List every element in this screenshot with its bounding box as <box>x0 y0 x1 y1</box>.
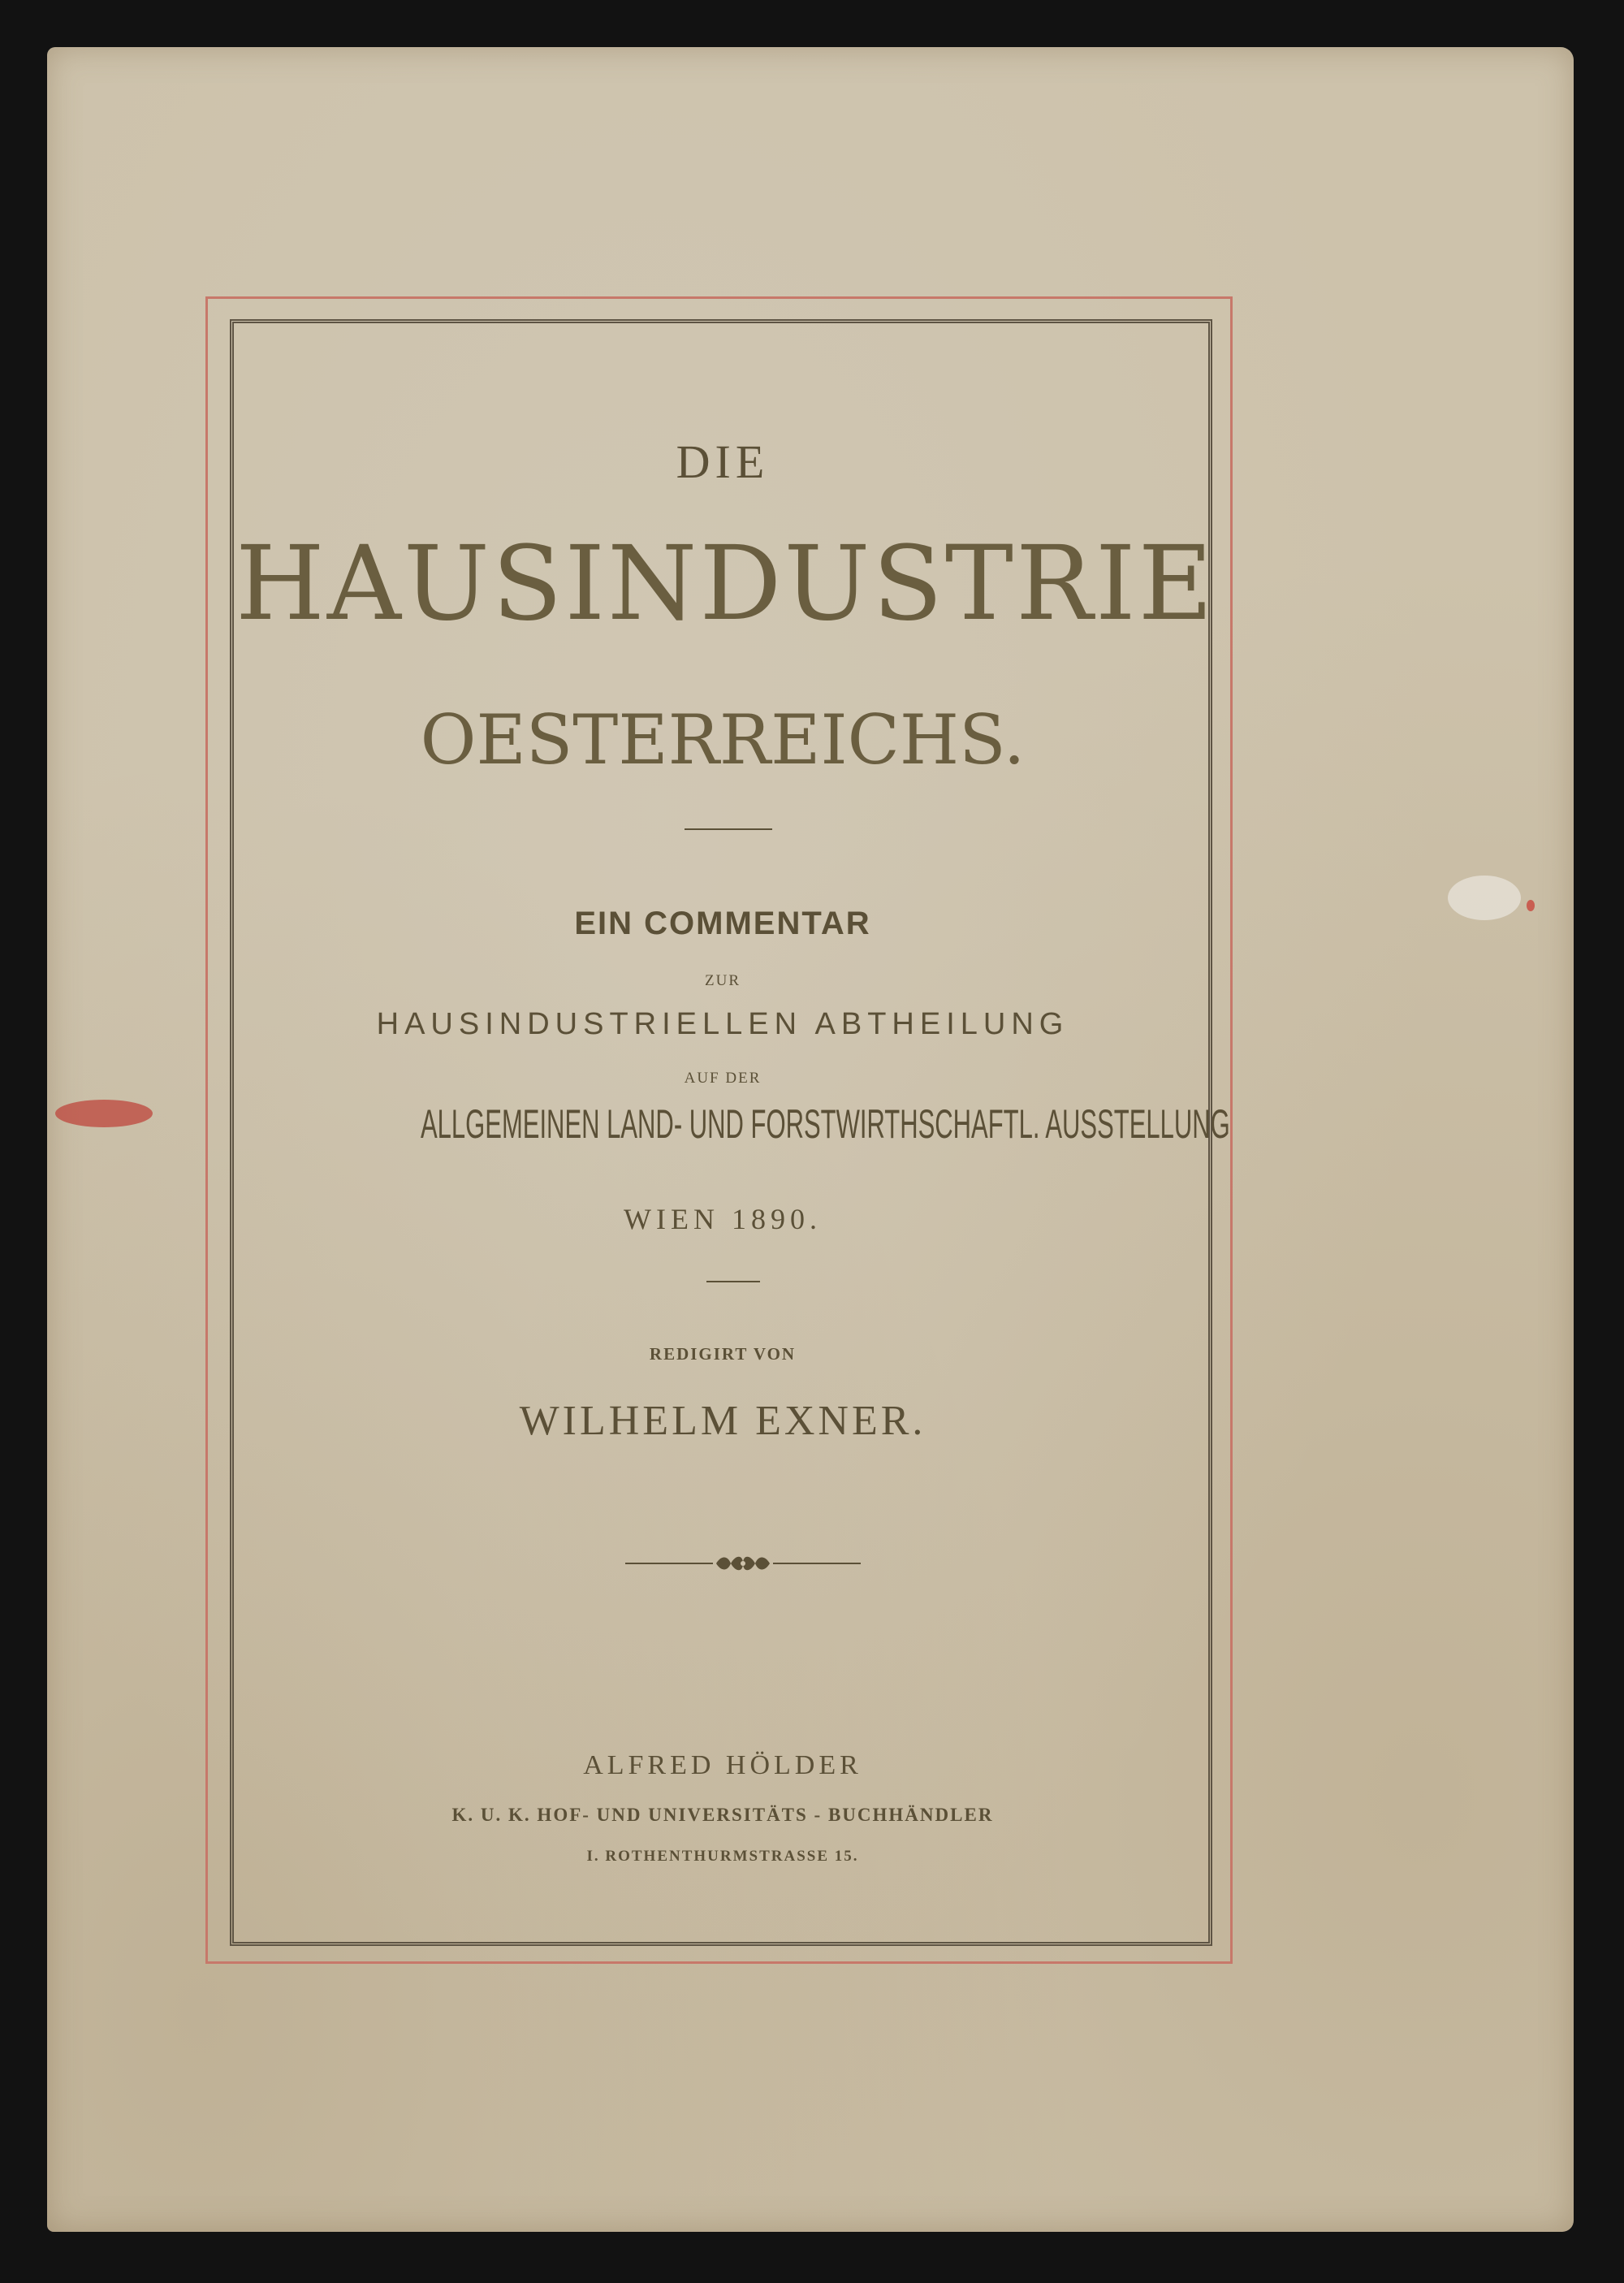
department-line: HAUSINDUSTRIELLEN ABTHEILUNG <box>376 1007 1069 1041</box>
subtitle-auf-der: AUF DER <box>684 1070 762 1087</box>
title-country: OESTERREICHS. <box>420 700 1026 780</box>
author-name: WILHELM EXNER. <box>519 1398 926 1444</box>
divider-rule-2 <box>706 1281 760 1282</box>
ornament-divider <box>625 1551 861 1576</box>
edited-by-label: REDIGIRT VON <box>649 1344 797 1364</box>
publisher-title: K. U. K. HOF- UND UNIVERSITÄTS - BUCHHÄNDLER <box>451 1805 994 1825</box>
place-year: WIEN 1890. <box>624 1203 822 1235</box>
divider-rule-1 <box>685 828 772 830</box>
title-main: HAUSINDUSTRIE <box>235 524 1216 643</box>
title-die: DIE <box>676 435 770 488</box>
publisher-name: ALFRED HÖLDER <box>583 1750 862 1780</box>
subtitle-zur: ZUR <box>705 972 741 989</box>
red-stain <box>55 1100 153 1127</box>
exhibition-line: ALLGEMEINEN LAND- UND FORSTWIRTHSCHAFTL. AUSSTELLUNG <box>421 1101 1230 1147</box>
subtitle: EIN COMMENTAR <box>574 906 871 941</box>
red-dot <box>1527 900 1535 911</box>
light-stain <box>1448 876 1521 920</box>
publisher-address: I. ROTHENTHURMSTRASSE 15. <box>586 1848 859 1865</box>
title-page <box>235 325 1230 1941</box>
